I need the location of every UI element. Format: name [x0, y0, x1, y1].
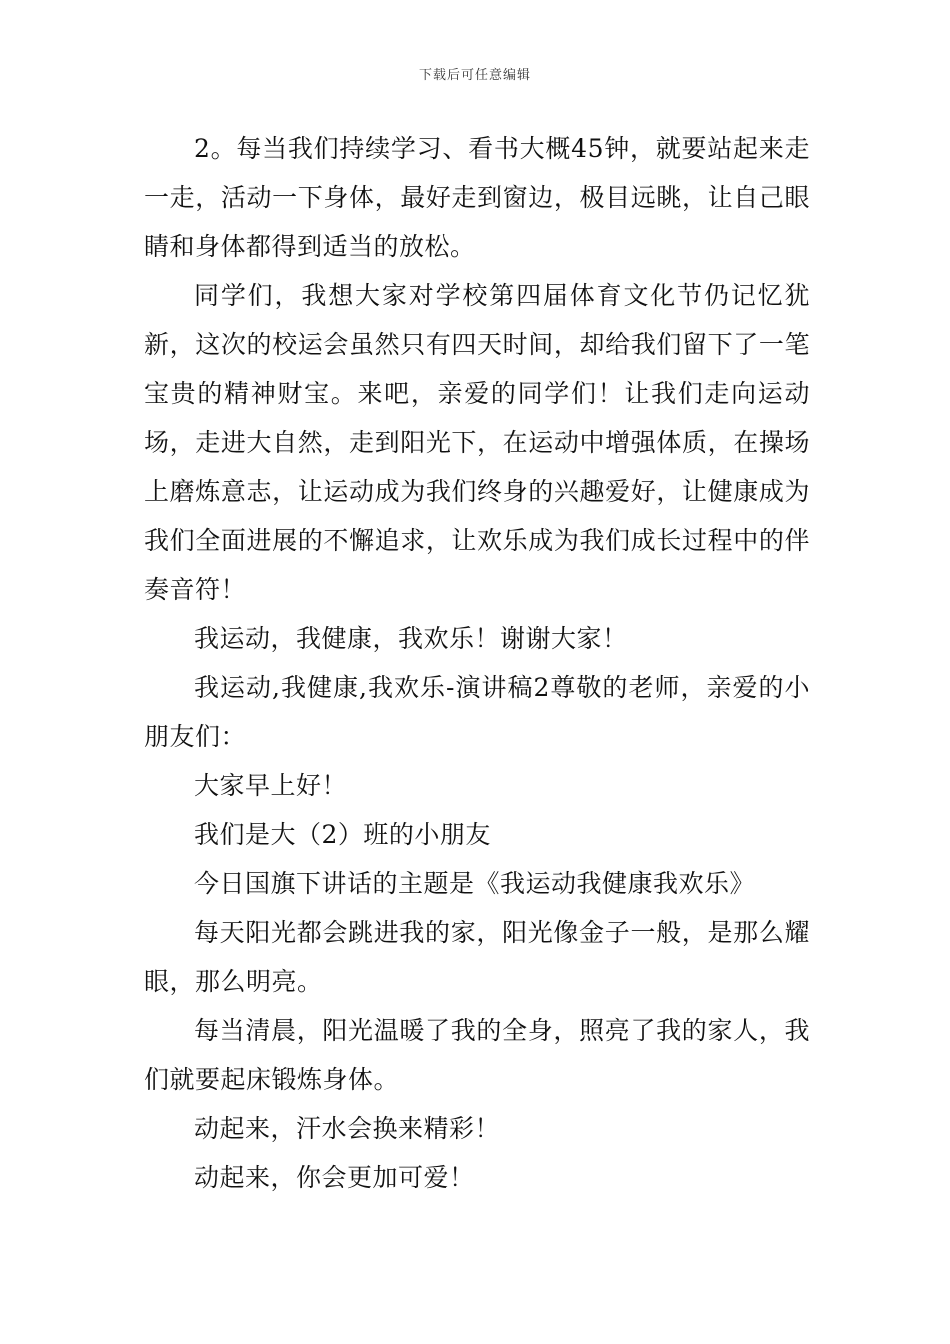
paragraph: 大家早上好！ [194, 771, 348, 800]
paragraph: 我们是大（2）班的小朋友 [194, 820, 491, 849]
paragraph: 我运动,我健康,我欢乐-演讲稿2尊敬的老师，亲爱的小朋友们： [144, 673, 810, 751]
paragraph: 每当清晨，阳光温暖了我的全身，照亮了我的家人，我们就要起床锻炼身体。 [144, 1016, 810, 1094]
page-header: 下载后可任意编辑 [418, 68, 531, 83]
paragraph: 我运动，我健康，我欢乐！谢谢大家！ [194, 624, 628, 653]
paragraph: 同学们，我想大家对学校第四届体育文化节仍记忆犹新，这次的校运会虽然只有四天时间，却给我们留下了一笔宝贵的精神财宝。来吧，亲爱的同学们！让我们走向运动场，走进大自然，走到阳光下，在运动中增强体质，在操场上磨炼意志，让运动成为我们终身的兴趣爱好，让健康成为我们全面进展的不懈追求，让欢乐成为我们成长过程中的伴奏音符！ [144, 281, 810, 604]
paragraph: 动起来，你会更加可爱！ [194, 1163, 475, 1192]
paragraph: 2。每当我们持续学习、看书大概45钟，就要站起来走一走，活动一下身体，最好走到窗边，极目远眺，让自己眼睛和身体都得到适当的放松。 [144, 134, 810, 261]
paragraph: 每天阳光都会跳进我的家，阳光像金子一般，是那么耀眼，那么明亮。 [144, 918, 810, 996]
paragraph: 动起来，汗水会换来精彩！ [194, 1114, 501, 1143]
paragraph: 今日国旗下讲话的主题是《我运动我健康我欢乐》 [194, 869, 756, 898]
document-body [144, 124, 810, 1202]
